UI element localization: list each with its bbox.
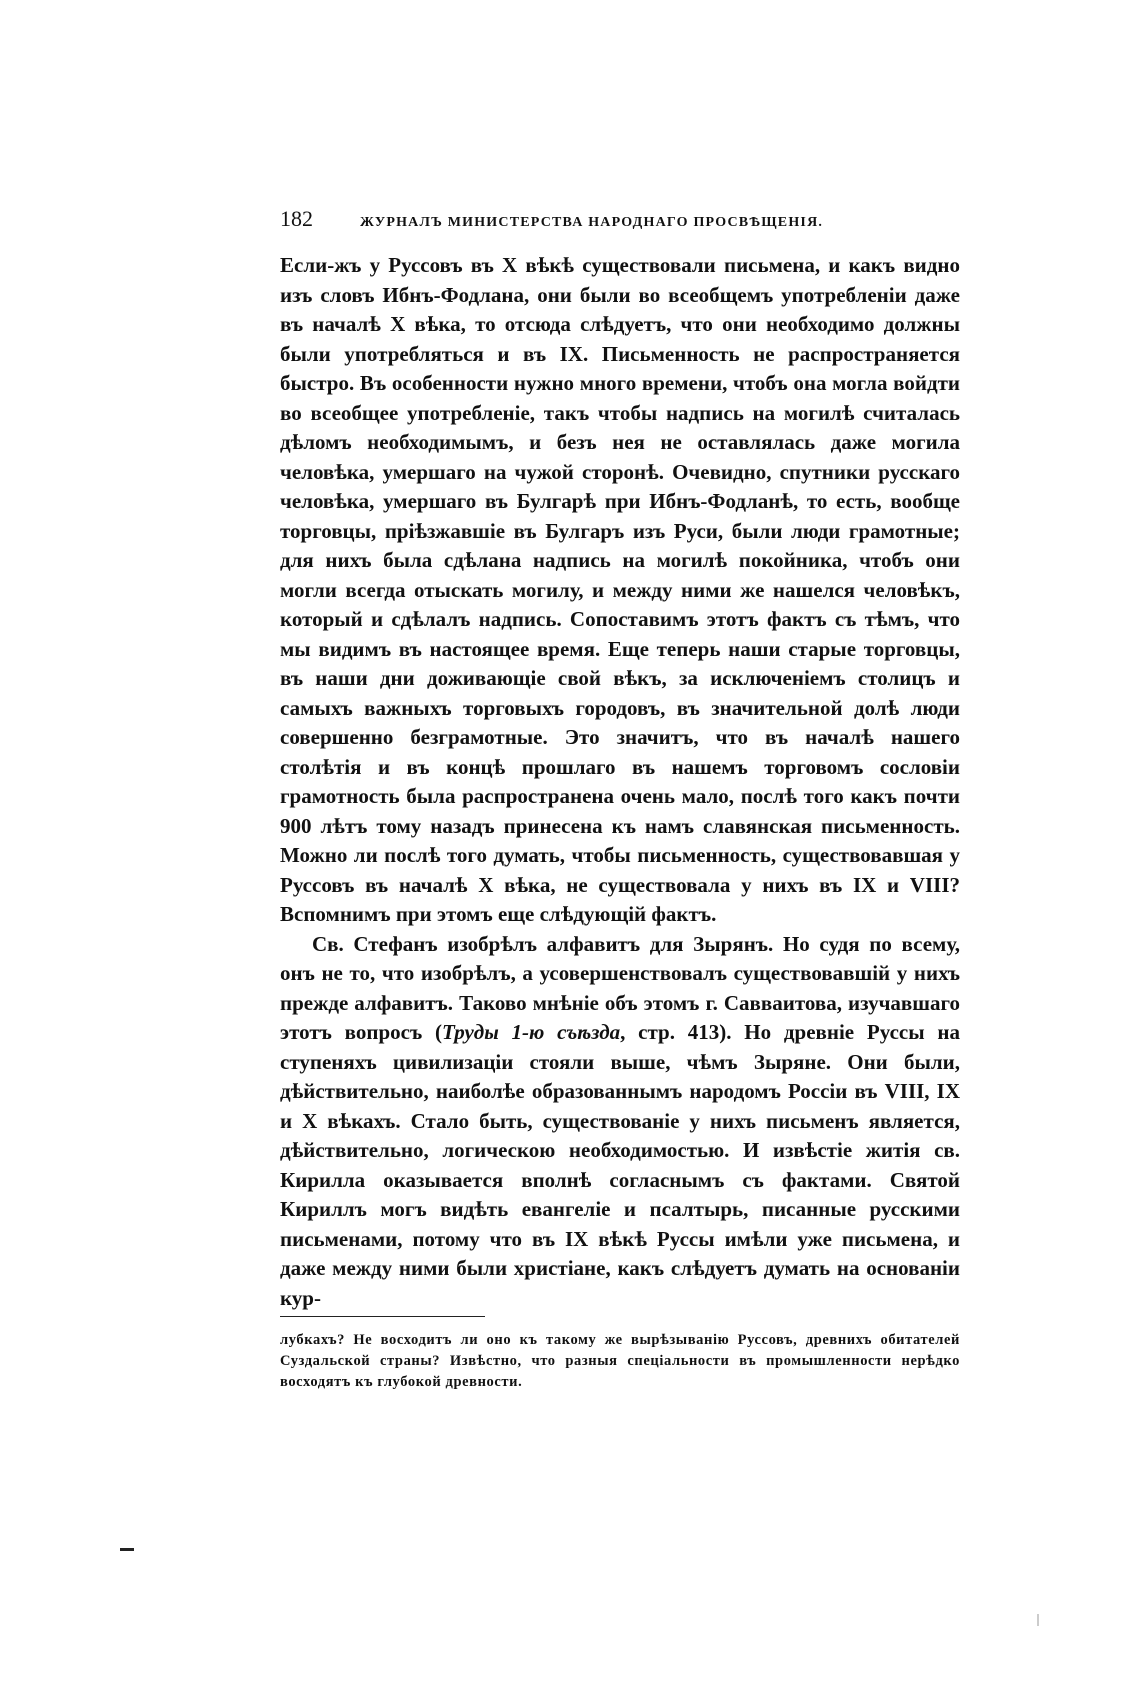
journal-title: ЖУРНАЛЪ МИНИСТЕРСТВА НАРОДНАГО ПРОСВѢЩЕНІЯ. (360, 215, 824, 230)
body-text (280, 251, 960, 1313)
scan-artifact-dot (1037, 1614, 1039, 1626)
paragraph-2-before-citation: Св. Стефанъ изобрѣлъ алфавитъ для Зырянъ. Но судя по всему, онъ не то, что изобрѣлъ, а усовершенствовалъ существовавшій у нихъ прежде алфавитъ. Таково мнѣніе объ этомъ г. Савваитова, изучавшаго этотъ вопросъ ( (280, 931, 960, 1044)
paragraph-2 (280, 930, 960, 1314)
running-head (280, 206, 960, 236)
citation-italic: Труды 1-ю съѣзда (442, 1020, 621, 1044)
page-number: 182 (280, 206, 313, 231)
paragraph-2-after-citation: , стр. 413). Но древніе Руссы на ступеняхъ цивилизаціи стояли выше, чѣмъ Зыряне. Они были, дѣйствительно, наиболѣе образованнымъ народомъ Россіи въ VIII, IX и X вѣкахъ. Стало быть, существованіе у нихъ письменъ является, дѣйствительно, логическою необходимостью. И извѣстіе житія св. Кирилла оказывается вполнѣ согласнымъ съ фактами. Святой Кириллъ могъ видѣть евангеліе и псалтырь, писанные русскими письменами, потому что въ IX вѣкѣ Руссы имѣли уже письмена, и даже между ними были христіане, какъ слѣдуетъ думать на основаніи кур- (280, 1020, 960, 1310)
footnote-divider (280, 1316, 485, 1317)
scan-artifact-mark (120, 1548, 134, 1551)
footnote-text: лубкахъ? Не восходитъ ли оно къ такому же вырѣзыванію Руссовъ, древнихъ обитателей Суздальской страны? Извѣстно, что разныя спеціальности въ промышленности нерѣдко восходятъ къ глубокой древности. (280, 1332, 960, 1390)
paragraph-1: Если-жъ у Руссовъ въ X вѣкѣ существовали письмена, и какъ видно изъ словъ Ибнъ-Фодлана, они были во всеобщемъ употребленіи даже въ началѣ X вѣка, то отсюда слѣдуетъ, что они необходимо должны были употребляться и въ IX. Письменность не распространяется быстро. Въ особенности нужно много времени, чтобъ она могла войдти во всеобщее употребленіе, такъ чтобы надпись на могилѣ считалась дѣломъ необходимымъ, и безъ нея не оставлялась даже могила человѣка, умершаго на чужой сторонѣ. Очевидно, спутники русскаго человѣка, умершаго въ Булгарѣ при Ибнъ-Фодланѣ, то есть, вообще торговцы, пріѣзжавшіе въ Булгаръ изъ Руси, были люди грамотные; для нихъ была сдѣлана надпись на могилѣ покойника, чтобъ они могли всегда отыскать могилу, и между ними же нашелся человѣкъ, который и сдѣлалъ надпись. Сопоставимъ этотъ фактъ съ тѣмъ, что мы видимъ въ настоящее время. Еще теперь наши старые торговцы, въ наши дни доживающіе свой вѣкъ, за исключеніемъ столицъ и самыхъ важныхъ торговыхъ городовъ, въ значительной долѣ люди совершенно безграмотные. Это значитъ, что въ началѣ нашего столѣтія и въ концѣ прошлаго въ нашемъ торговомъ сословіи грамотность была распространена очень мало, послѣ того какъ почти 900 лѣтъ тому назадъ принесена къ намъ славянская письменность. Можно ли послѣ того думать, чтобы письменность, существовавшая у Руссовъ въ началѣ X вѣка, не существовала у нихъ въ IX и VIII? Вспомнимъ при этомъ еще слѣдующій фактъ. (280, 253, 960, 926)
